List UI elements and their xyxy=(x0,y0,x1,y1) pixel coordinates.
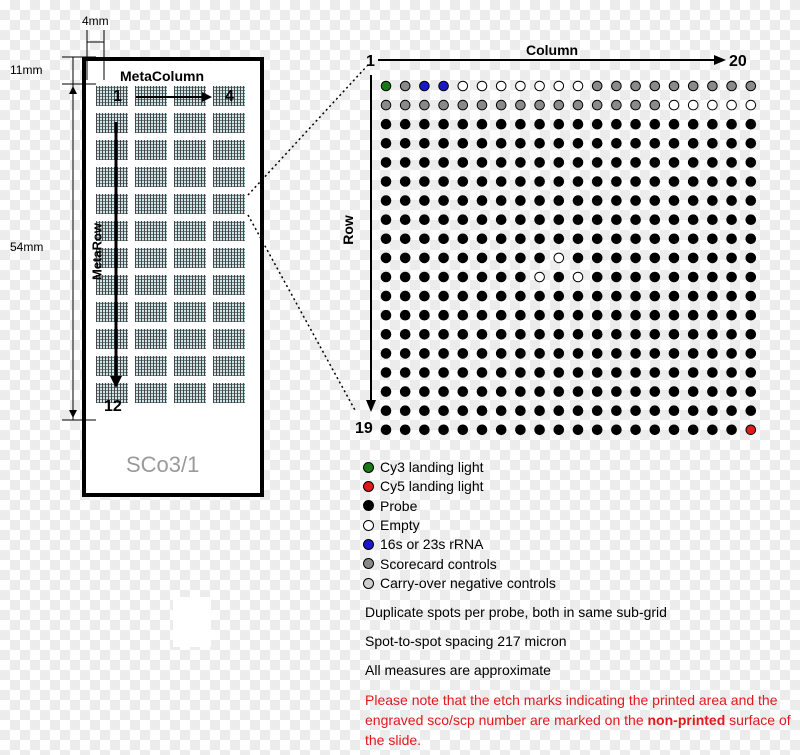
row-label: Row xyxy=(340,215,356,245)
warning-note xyxy=(365,690,795,750)
legend-label: Scorecard controls xyxy=(380,555,497,572)
metarow-end: 12 xyxy=(104,398,122,415)
note-approximate: All measures are approximate xyxy=(365,662,551,678)
legend-swatch xyxy=(363,539,374,550)
legend-label: Cy5 landing light xyxy=(380,478,484,495)
warning-text-2: surface of the slide. xyxy=(365,712,791,748)
blank-box xyxy=(173,597,211,647)
column-start: 1 xyxy=(366,53,375,70)
legend-label: Carry-over negative controls xyxy=(380,574,556,591)
legend-swatch xyxy=(363,481,374,492)
legend-item-probe xyxy=(363,497,417,515)
legend-swatch xyxy=(363,500,374,511)
note-duplicate: Duplicate spots per probe, both in same sub-grid xyxy=(365,604,667,620)
note-spacing: Spot-to-spot spacing 217 micron xyxy=(365,633,567,649)
legend-item-empty xyxy=(363,516,420,534)
metacolumn-end: 4 xyxy=(225,88,234,105)
legend-item-rrna xyxy=(363,535,483,553)
slide-label: SCo3/1 xyxy=(126,452,200,477)
legend-item-cy5 xyxy=(363,477,484,495)
legend-label: Probe xyxy=(380,497,418,514)
legend-item-scorecard xyxy=(363,555,497,573)
legend-label: Empty xyxy=(380,516,420,533)
metacolumn-label: MetaColumn xyxy=(120,68,204,84)
warning-bold: non-printed xyxy=(647,712,726,728)
column-label: Column xyxy=(526,42,579,58)
legend-swatch xyxy=(363,578,374,589)
legend-label: 16s or 23s rRNA xyxy=(380,536,484,553)
warning-text-1: Please note that the etch marks indicating the printed area and the engraved sco/scp number are marked on the xyxy=(365,692,778,728)
legend-swatch xyxy=(363,558,374,569)
dim-11mm: 11mm xyxy=(10,63,43,77)
legend-swatch xyxy=(363,520,374,531)
column-end: 20 xyxy=(729,53,747,70)
row-end: 19 xyxy=(355,420,373,437)
metacolumn-start: 1 xyxy=(113,88,122,105)
dim-4mm: 4mm xyxy=(82,14,109,28)
metarow-label: MetaRow xyxy=(89,222,105,281)
legend-label: Cy3 landing light xyxy=(380,459,484,475)
dim-54mm: 54mm xyxy=(10,240,44,254)
legend-item-carryover xyxy=(363,574,556,592)
legend-item-cy3 xyxy=(363,458,484,476)
legend-swatch xyxy=(363,462,374,473)
